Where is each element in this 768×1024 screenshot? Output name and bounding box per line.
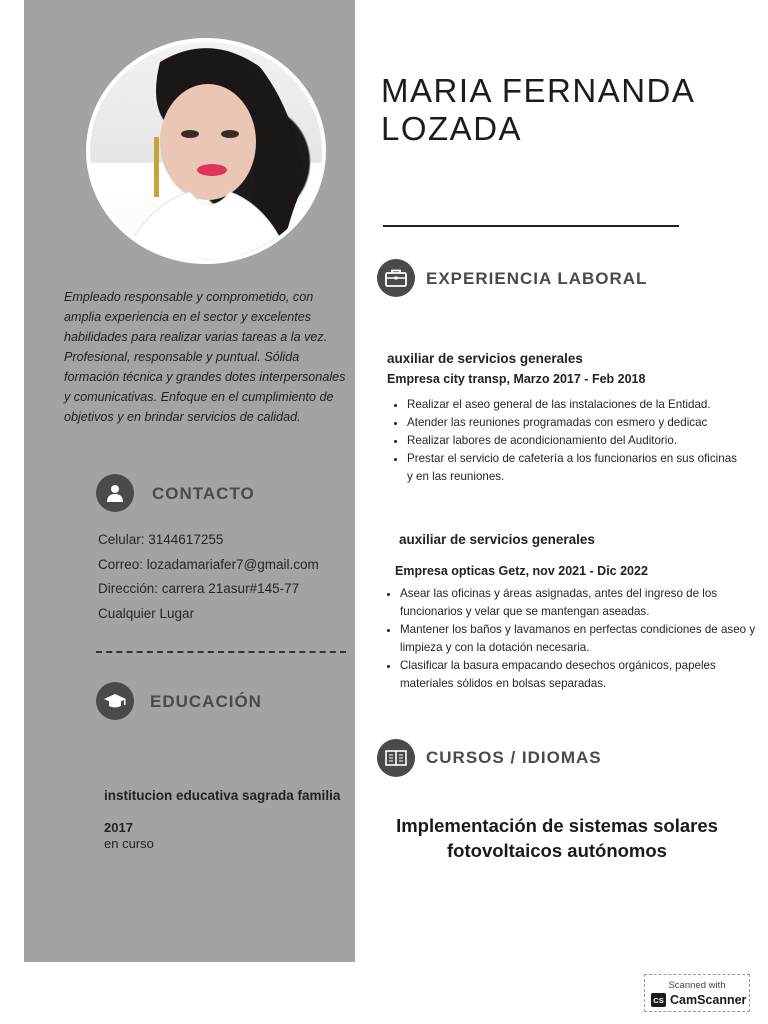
job-2-company: Empresa opticas Getz, nov 2021 - Dic 2022 [395, 564, 648, 578]
job-2-bullets [384, 585, 766, 693]
contact-title: CONTACTO [152, 484, 255, 503]
camscanner-watermark [644, 974, 750, 1012]
job-2-title: auxiliar de servicios generales [399, 532, 595, 547]
job-1-bullets [391, 396, 767, 486]
camscanner-logo-icon: CS [651, 993, 666, 1007]
list-item: • Asear las oficinas y áreas asignadas, antes del ingreso de los funcionarios y velar que se mantengan aseadas. [400, 585, 766, 621]
contact-email: Correo: lozadamariafer7@gmail.com [98, 557, 319, 572]
courses-title: CURSOS / IDIOMAS [426, 748, 602, 767]
briefcase-icon [377, 259, 415, 297]
course-line-2: fotovoltaicos autónomos [447, 840, 667, 861]
education-institution: institucion educativa sagrada familia [104, 788, 341, 803]
list-item: • Realizar el aseo general de las instalaciones de la Entidad. [407, 396, 767, 414]
divider [96, 651, 346, 653]
watermark-name: CamScanner [670, 993, 747, 1007]
course-name [362, 813, 752, 863]
experience-title: EXPERIENCIA LABORAL [426, 269, 648, 288]
education-status: en curso [104, 836, 154, 851]
book-icon [377, 739, 415, 777]
job-1-company: Empresa city transp, Marzo 2017 - Feb 2018 [387, 372, 646, 386]
name-line-2: LOZADA [381, 110, 523, 147]
list-item: • Atender las reuniones programadas con esmero y dedicac [407, 414, 767, 432]
person-icon [96, 474, 134, 512]
name-underline [383, 225, 679, 227]
watermark-caption: Scanned with [668, 980, 726, 991]
education-year: 2017 [104, 820, 133, 835]
course-line-1: Implementación de sistemas solares [396, 815, 718, 836]
profile-summary: Empleado responsable y comprometido, con amplia experiencia en el sector y excelentes habilidades para realizar varias tareas a la vez. Profesional, responsable y puntual. Sólida formación técnica y grandes dotes interpersonales y comunicativas. Enfoque en el cumplimiento de objetivos y en brindar servicios de calidad. [64, 290, 346, 424]
name-line-1: MARIA FERNANDA [381, 72, 696, 109]
list-item: • Realizar labores de acondicionamiento del Auditorio. [407, 432, 767, 450]
graduation-cap-icon [96, 682, 134, 720]
job-1-title: auxiliar de servicios generales [387, 351, 583, 366]
education-title: EDUCACIÓN [150, 692, 262, 711]
contact-location: Cualquier Lugar [98, 606, 195, 621]
contact-address: Dirección: carrera 21asur#145-77 [98, 581, 300, 596]
list-item: • Mantener los baños y lavamanos en perfectas condiciones de aseo y limpieza y con la dotación necesaria. [400, 621, 766, 657]
list-item: • Clasificar la basura empacando desechos orgánicos, papeles materiales sólidos en bolsas separadas. [400, 657, 766, 693]
profile-photo [86, 38, 326, 264]
contact-phone: Celular: 3144617255 [98, 532, 224, 547]
list-item: • Prestar el servicio de cafetería a los funcionarios en sus oficinas y en las reuniones. [407, 450, 737, 486]
full-name [381, 72, 695, 148]
